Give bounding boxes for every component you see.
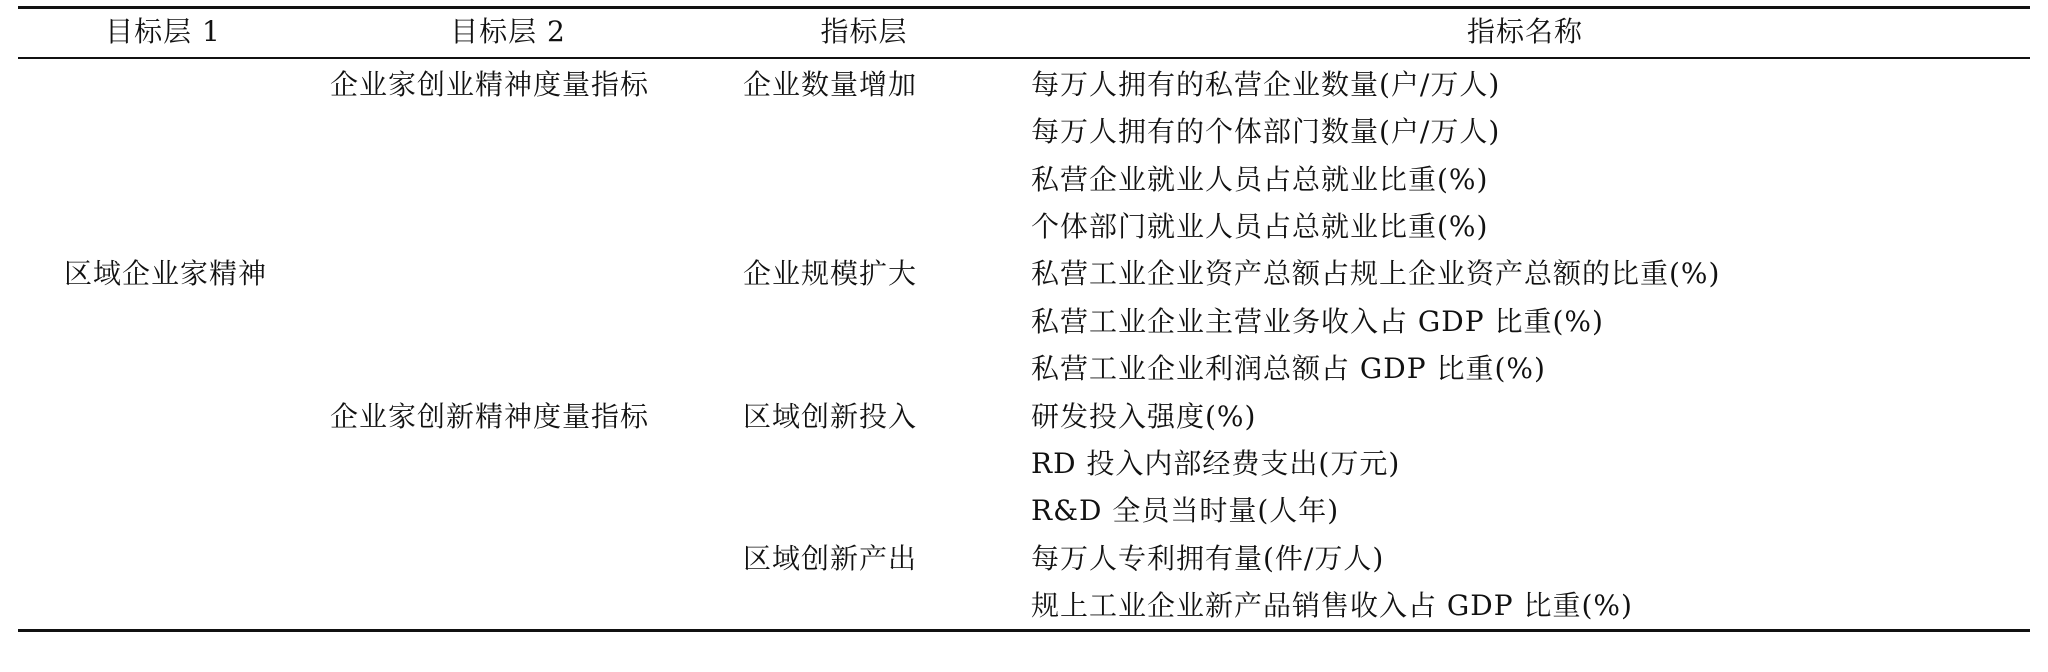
- level3-enterprise-scale-expansion: 企业规模扩大: [743, 257, 918, 290]
- header-target-level-1: 目标层 1: [105, 15, 221, 48]
- table-top-rule: [18, 6, 2030, 9]
- indicator-row: R&D 全员当时量(人年): [1031, 494, 1340, 527]
- level3-enterprise-count-increase: 企业数量增加: [743, 68, 918, 101]
- indicator-row: 每万人拥有的个体部门数量(户/万人): [1031, 115, 1501, 148]
- table-header-rule: [18, 57, 2030, 59]
- indicator-row: 每万人拥有的私营企业数量(户/万人): [1031, 68, 1501, 101]
- level3-regional-innovation-input: 区域创新投入: [743, 400, 918, 433]
- header-target-level-2: 目标层 2: [450, 15, 566, 48]
- indicator-row: 私营工业企业利润总额占 GDP 比重(%): [1031, 352, 1546, 385]
- indicator-row: 私营企业就业人员占总就业比重(%): [1031, 163, 1489, 196]
- indicator-row: 规上工业企业新产品销售收入占 GDP 比重(%): [1031, 589, 1633, 622]
- level3-regional-innovation-output: 区域创新产出: [743, 542, 918, 575]
- indicator-row: RD 投入内部经费支出(万元): [1031, 447, 1401, 480]
- level2-innovation-spirit-metrics: 企业家创新精神度量指标: [330, 400, 650, 433]
- level1-regional-entrepreneurship: 区域企业家精神: [64, 257, 268, 290]
- table-bottom-rule: [18, 629, 2030, 632]
- header-indicator-level: 指标层: [820, 15, 908, 48]
- indicator-row: 私营工业企业主营业务收入占 GDP 比重(%): [1031, 305, 1604, 338]
- level2-startup-spirit-metrics: 企业家创业精神度量指标: [330, 68, 650, 101]
- indicator-row: 研发投入强度(%): [1031, 400, 1257, 433]
- indicator-row: 个体部门就业人员占总就业比重(%): [1031, 210, 1489, 243]
- header-indicator-name: 指标名称: [1466, 15, 1583, 48]
- indicator-row: 私营工业企业资产总额占规上企业资产总额的比重(%): [1031, 257, 1721, 290]
- indicator-row: 每万人专利拥有量(件/万人): [1031, 542, 1385, 575]
